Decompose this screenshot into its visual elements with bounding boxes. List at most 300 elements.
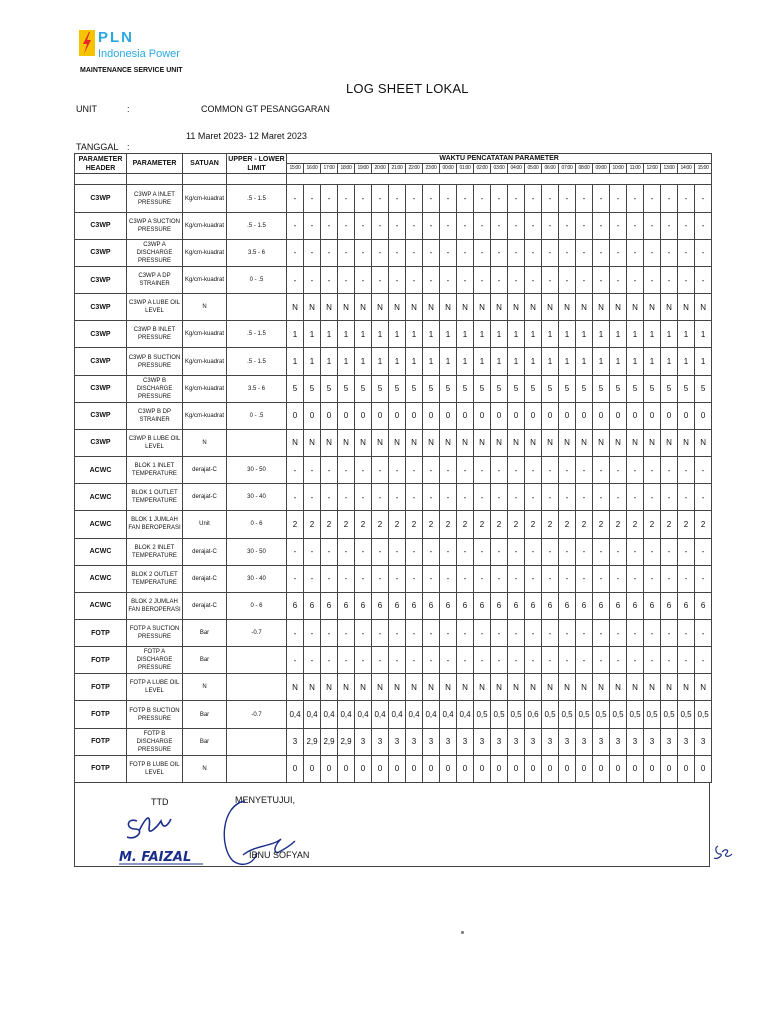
- value-cell: 2: [372, 511, 389, 538]
- value-cell: N: [644, 674, 661, 701]
- value-cell: N: [593, 674, 610, 701]
- value-cell: -: [576, 266, 593, 293]
- value-cell: -: [661, 457, 678, 484]
- value-cell: 0: [440, 402, 457, 429]
- value-cell: 0: [542, 755, 559, 782]
- value-cell: -: [406, 565, 423, 592]
- parameter-header-cell: ACWC: [75, 565, 127, 592]
- value-cell: -: [474, 619, 491, 646]
- value-cell: 6: [457, 592, 474, 619]
- value-cell: -: [321, 266, 338, 293]
- value-cell: -: [542, 457, 559, 484]
- value-cell: N: [695, 674, 712, 701]
- value-cell: 3: [593, 728, 610, 755]
- value-cell: 6: [542, 592, 559, 619]
- value-cell: 0: [576, 402, 593, 429]
- value-cell: 1: [491, 321, 508, 348]
- value-cell: -: [423, 538, 440, 565]
- value-cell: 1: [508, 348, 525, 375]
- value-cell: 2: [542, 511, 559, 538]
- value-cell: 1: [321, 348, 338, 375]
- header-parameter: PARAMETER: [127, 154, 183, 174]
- value-cell: -: [661, 185, 678, 212]
- table-row: [75, 511, 712, 538]
- value-cell: -: [457, 212, 474, 239]
- value-cell: -: [695, 185, 712, 212]
- satuan-cell: derajat-C: [183, 565, 227, 592]
- value-cell: 1: [372, 348, 389, 375]
- time-header: 09:00: [593, 164, 610, 174]
- value-cell: -: [372, 538, 389, 565]
- value-cell: 0: [406, 755, 423, 782]
- table-row: [75, 266, 712, 293]
- limit-cell: .5 - 1.5: [227, 185, 287, 212]
- approve-label: MENYETUJUI,: [235, 795, 296, 805]
- value-cell: 1: [406, 321, 423, 348]
- value-cell: -: [440, 647, 457, 674]
- parameter-header-cell: C3WP: [75, 402, 127, 429]
- value-cell: 0: [627, 755, 644, 782]
- value-cell: -: [661, 619, 678, 646]
- value-cell: -: [321, 185, 338, 212]
- value-cell: 1: [508, 321, 525, 348]
- value-cell: 5: [406, 375, 423, 402]
- value-cell: -: [627, 484, 644, 511]
- value-cell: N: [542, 294, 559, 321]
- value-cell: N: [542, 674, 559, 701]
- parameter-cell: C3WP A DP STRAINER: [127, 266, 183, 293]
- time-header: 19:00: [355, 164, 372, 174]
- value-cell: -: [372, 212, 389, 239]
- value-cell: -: [321, 565, 338, 592]
- value-cell: -: [338, 185, 355, 212]
- value-cell: -: [474, 266, 491, 293]
- value-cell: 3: [372, 728, 389, 755]
- value-cell: -: [559, 538, 576, 565]
- value-cell: 0,5: [627, 701, 644, 728]
- parameter-header-cell: C3WP: [75, 185, 127, 212]
- value-cell: 1: [389, 348, 406, 375]
- parameter-cell: BLOK 1 OUTLET TEMPERATURE: [127, 484, 183, 511]
- value-cell: 6: [338, 592, 355, 619]
- value-cell: 1: [321, 321, 338, 348]
- value-cell: -: [644, 457, 661, 484]
- value-cell: 1: [440, 321, 457, 348]
- value-cell: 5: [508, 375, 525, 402]
- value-cell: 0: [695, 755, 712, 782]
- value-cell: -: [423, 212, 440, 239]
- value-cell: N: [576, 294, 593, 321]
- value-cell: N: [627, 674, 644, 701]
- value-cell: -: [287, 212, 304, 239]
- header-limit: UPPER - LOWER LIMIT: [228, 155, 285, 172]
- value-cell: 2: [678, 511, 695, 538]
- value-cell: 2: [355, 511, 372, 538]
- value-cell: -: [508, 565, 525, 592]
- value-cell: N: [661, 429, 678, 456]
- value-cell: 5: [338, 375, 355, 402]
- value-cell: N: [372, 429, 389, 456]
- value-cell: N: [304, 429, 321, 456]
- satuan-cell: derajat-C: [183, 457, 227, 484]
- value-cell: -: [695, 266, 712, 293]
- value-cell: 3: [491, 728, 508, 755]
- value-cell: -: [491, 619, 508, 646]
- value-cell: 0: [661, 755, 678, 782]
- value-cell: 3: [610, 728, 627, 755]
- satuan-cell: Bar: [183, 647, 227, 674]
- time-header: 00:00: [440, 164, 457, 174]
- value-cell: 6: [661, 592, 678, 619]
- value-cell: N: [678, 294, 695, 321]
- value-cell: 2,9: [338, 728, 355, 755]
- value-cell: N: [338, 674, 355, 701]
- value-cell: -: [695, 239, 712, 266]
- limit-cell: .5 - 1.5: [227, 348, 287, 375]
- value-cell: -: [491, 538, 508, 565]
- value-cell: 0: [321, 755, 338, 782]
- limit-cell: 3.5 - 6: [227, 239, 287, 266]
- value-cell: -: [457, 619, 474, 646]
- value-cell: N: [627, 294, 644, 321]
- table-row: [75, 348, 712, 375]
- value-cell: 3: [423, 728, 440, 755]
- time-header: 08:00: [576, 164, 593, 174]
- value-cell: 2: [304, 511, 321, 538]
- value-cell: 0: [372, 755, 389, 782]
- value-cell: 2: [406, 511, 423, 538]
- value-cell: -: [406, 619, 423, 646]
- value-cell: -: [355, 457, 372, 484]
- value-cell: 3: [457, 728, 474, 755]
- value-cell: -: [389, 212, 406, 239]
- time-header: 06:00: [542, 164, 559, 174]
- parameter-cell: FOTP B SUCTION PRESSURE: [127, 701, 183, 728]
- value-cell: N: [678, 429, 695, 456]
- value-cell: -: [525, 538, 542, 565]
- value-cell: -: [457, 239, 474, 266]
- value-cell: N: [338, 294, 355, 321]
- value-cell: 5: [474, 375, 491, 402]
- value-cell: 0: [525, 755, 542, 782]
- value-cell: 3: [576, 728, 593, 755]
- parameter-header-cell: C3WP: [75, 321, 127, 348]
- value-cell: -: [576, 484, 593, 511]
- value-cell: 6: [678, 592, 695, 619]
- satuan-cell: Kg/cm-kuadrat: [183, 321, 227, 348]
- value-cell: -: [593, 239, 610, 266]
- limit-cell: [227, 647, 287, 674]
- value-cell: 5: [559, 375, 576, 402]
- value-cell: N: [355, 294, 372, 321]
- value-cell: -: [338, 239, 355, 266]
- value-cell: -: [389, 266, 406, 293]
- value-cell: -: [525, 266, 542, 293]
- value-cell: -: [644, 484, 661, 511]
- value-cell: 0: [525, 402, 542, 429]
- value-cell: -: [474, 565, 491, 592]
- value-cell: N: [576, 429, 593, 456]
- value-cell: N: [440, 429, 457, 456]
- value-cell: -: [321, 538, 338, 565]
- value-cell: 5: [627, 375, 644, 402]
- value-cell: 0,4: [321, 701, 338, 728]
- value-cell: -: [610, 239, 627, 266]
- value-cell: 3: [508, 728, 525, 755]
- value-cell: 2: [423, 511, 440, 538]
- time-header: 11:00: [627, 164, 644, 174]
- value-cell: 0: [338, 755, 355, 782]
- value-cell: 1: [610, 348, 627, 375]
- value-cell: N: [525, 294, 542, 321]
- margin-mark: [712, 842, 734, 862]
- value-cell: 6: [440, 592, 457, 619]
- value-cell: -: [644, 619, 661, 646]
- parameter-cell: FOTP B DISCHARGE PRESSURE: [127, 728, 183, 755]
- value-cell: N: [695, 429, 712, 456]
- value-cell: -: [661, 484, 678, 511]
- value-cell: 2: [695, 511, 712, 538]
- value-cell: -: [423, 185, 440, 212]
- limit-cell: .5 - 1.5: [227, 212, 287, 239]
- value-cell: -: [440, 565, 457, 592]
- value-cell: -: [610, 266, 627, 293]
- value-cell: 1: [661, 321, 678, 348]
- limit-cell: 0 - 6: [227, 511, 287, 538]
- value-cell: 2: [491, 511, 508, 538]
- limit-cell: [227, 429, 287, 456]
- value-cell: -: [474, 457, 491, 484]
- value-cell: -: [559, 212, 576, 239]
- value-cell: -: [525, 647, 542, 674]
- parameter-header-cell: FOTP: [75, 728, 127, 755]
- value-cell: 0: [304, 755, 321, 782]
- limit-cell: 3.5 - 6: [227, 375, 287, 402]
- value-cell: 1: [474, 348, 491, 375]
- value-cell: 6: [508, 592, 525, 619]
- value-cell: 3: [695, 728, 712, 755]
- value-cell: -: [321, 647, 338, 674]
- value-cell: -: [287, 565, 304, 592]
- value-cell: N: [593, 429, 610, 456]
- value-cell: 2: [644, 511, 661, 538]
- parameter-cell: FOTP A SUCTION PRESSURE: [127, 619, 183, 646]
- value-cell: -: [627, 619, 644, 646]
- value-cell: 6: [525, 592, 542, 619]
- value-cell: -: [338, 619, 355, 646]
- value-cell: 5: [304, 375, 321, 402]
- value-cell: 0,4: [287, 701, 304, 728]
- value-cell: -: [389, 538, 406, 565]
- value-cell: N: [678, 674, 695, 701]
- value-cell: -: [304, 185, 321, 212]
- value-cell: N: [389, 429, 406, 456]
- value-cell: -: [695, 647, 712, 674]
- value-cell: 1: [678, 321, 695, 348]
- value-cell: -: [355, 619, 372, 646]
- parameter-header-cell: ACWC: [75, 511, 127, 538]
- value-cell: N: [406, 674, 423, 701]
- parameter-cell: FOTP A LUBE OIL LEVEL: [127, 674, 183, 701]
- value-cell: 6: [474, 592, 491, 619]
- value-cell: 0,4: [457, 701, 474, 728]
- value-cell: 0: [406, 402, 423, 429]
- value-cell: 0,4: [423, 701, 440, 728]
- value-cell: -: [406, 185, 423, 212]
- parameter-header-cell: C3WP: [75, 266, 127, 293]
- value-cell: -: [576, 565, 593, 592]
- value-cell: 2: [440, 511, 457, 538]
- value-cell: -: [406, 457, 423, 484]
- value-cell: N: [610, 429, 627, 456]
- header-waktu: WAKTU PENCATATAN PARAMETER: [287, 154, 712, 164]
- value-cell: N: [491, 294, 508, 321]
- value-cell: -: [576, 185, 593, 212]
- value-cell: 0: [644, 402, 661, 429]
- value-cell: -: [644, 538, 661, 565]
- limit-cell: [227, 755, 287, 782]
- value-cell: N: [474, 294, 491, 321]
- value-cell: -: [542, 619, 559, 646]
- value-cell: -: [525, 212, 542, 239]
- value-cell: 1: [440, 348, 457, 375]
- value-cell: -: [304, 619, 321, 646]
- value-cell: 5: [610, 375, 627, 402]
- value-cell: -: [372, 484, 389, 511]
- value-cell: -: [491, 212, 508, 239]
- value-cell: 6: [610, 592, 627, 619]
- value-cell: 0: [355, 402, 372, 429]
- value-cell: 1: [406, 348, 423, 375]
- time-header: 05:00: [525, 164, 542, 174]
- limit-cell: -0.7: [227, 619, 287, 646]
- value-cell: N: [372, 674, 389, 701]
- limit-cell: [227, 294, 287, 321]
- limit-cell: -0.7: [227, 701, 287, 728]
- value-cell: N: [508, 674, 525, 701]
- value-cell: -: [508, 619, 525, 646]
- value-cell: 0,4: [440, 701, 457, 728]
- value-cell: 0,5: [474, 701, 491, 728]
- value-cell: -: [525, 457, 542, 484]
- value-cell: N: [287, 674, 304, 701]
- value-cell: 0: [372, 402, 389, 429]
- value-cell: 6: [627, 592, 644, 619]
- value-cell: -: [457, 565, 474, 592]
- value-cell: 0: [593, 402, 610, 429]
- value-cell: 0: [695, 402, 712, 429]
- value-cell: N: [406, 429, 423, 456]
- value-cell: -: [389, 565, 406, 592]
- value-cell: -: [610, 484, 627, 511]
- spacer-row: [75, 174, 712, 185]
- value-cell: 6: [304, 592, 321, 619]
- value-cell: N: [474, 674, 491, 701]
- value-cell: 6: [695, 592, 712, 619]
- value-cell: -: [457, 185, 474, 212]
- logo-unit-name: MAINTENANCE SERVICE UNIT: [80, 67, 183, 74]
- value-cell: -: [389, 457, 406, 484]
- value-cell: -: [423, 457, 440, 484]
- value-cell: 2: [559, 511, 576, 538]
- satuan-cell: Kg/cm-kuadrat: [183, 266, 227, 293]
- value-cell: -: [355, 212, 372, 239]
- value-cell: -: [423, 484, 440, 511]
- value-cell: N: [491, 429, 508, 456]
- value-cell: 1: [338, 321, 355, 348]
- value-cell: -: [338, 266, 355, 293]
- value-cell: -: [304, 239, 321, 266]
- value-cell: -: [695, 212, 712, 239]
- parameter-cell: FOTP A DISCHARGE PRESSURE: [127, 647, 183, 674]
- unit-value: COMMON GT PESANGGARAN: [201, 104, 330, 114]
- value-cell: 5: [423, 375, 440, 402]
- value-cell: -: [287, 538, 304, 565]
- ttd-label: TTD: [151, 797, 169, 807]
- value-cell: 0: [559, 402, 576, 429]
- table-row: [75, 701, 712, 728]
- value-cell: N: [440, 674, 457, 701]
- value-cell: -: [576, 239, 593, 266]
- value-cell: -: [610, 212, 627, 239]
- value-cell: 2: [508, 511, 525, 538]
- value-cell: -: [610, 565, 627, 592]
- table-row: [75, 674, 712, 701]
- value-cell: 1: [304, 321, 321, 348]
- value-cell: N: [338, 429, 355, 456]
- value-cell: -: [372, 239, 389, 266]
- value-cell: -: [304, 565, 321, 592]
- value-cell: N: [491, 674, 508, 701]
- value-cell: N: [321, 674, 338, 701]
- value-cell: -: [610, 619, 627, 646]
- value-cell: -: [304, 266, 321, 293]
- value-cell: -: [304, 647, 321, 674]
- value-cell: 1: [542, 321, 559, 348]
- value-cell: 0,4: [355, 701, 372, 728]
- table-row: [75, 375, 712, 402]
- value-cell: -: [389, 647, 406, 674]
- value-cell: -: [627, 266, 644, 293]
- value-cell: 0: [610, 402, 627, 429]
- time-header: 20:00: [372, 164, 389, 174]
- value-cell: 2,9: [321, 728, 338, 755]
- value-cell: 1: [304, 348, 321, 375]
- value-cell: 5: [372, 375, 389, 402]
- value-cell: N: [423, 294, 440, 321]
- value-cell: -: [321, 457, 338, 484]
- value-cell: 5: [321, 375, 338, 402]
- value-cell: -: [542, 239, 559, 266]
- value-cell: -: [287, 484, 304, 511]
- satuan-cell: derajat-C: [183, 484, 227, 511]
- log-body: [75, 174, 712, 783]
- value-cell: -: [304, 212, 321, 239]
- parameter-cell: BLOK 2 OUTLET TEMPERATURE: [127, 565, 183, 592]
- value-cell: -: [678, 212, 695, 239]
- value-cell: N: [474, 429, 491, 456]
- value-cell: -: [695, 538, 712, 565]
- value-cell: 0: [457, 402, 474, 429]
- value-cell: 5: [695, 375, 712, 402]
- limit-cell: .5 - 1.5: [227, 321, 287, 348]
- value-cell: -: [406, 484, 423, 511]
- value-cell: 0: [491, 755, 508, 782]
- value-cell: N: [423, 429, 440, 456]
- value-cell: -: [593, 647, 610, 674]
- parameter-cell: C3WP A LUBE OIL LEVEL: [127, 294, 183, 321]
- page-title: LOG SHEET LOKAL: [346, 81, 469, 96]
